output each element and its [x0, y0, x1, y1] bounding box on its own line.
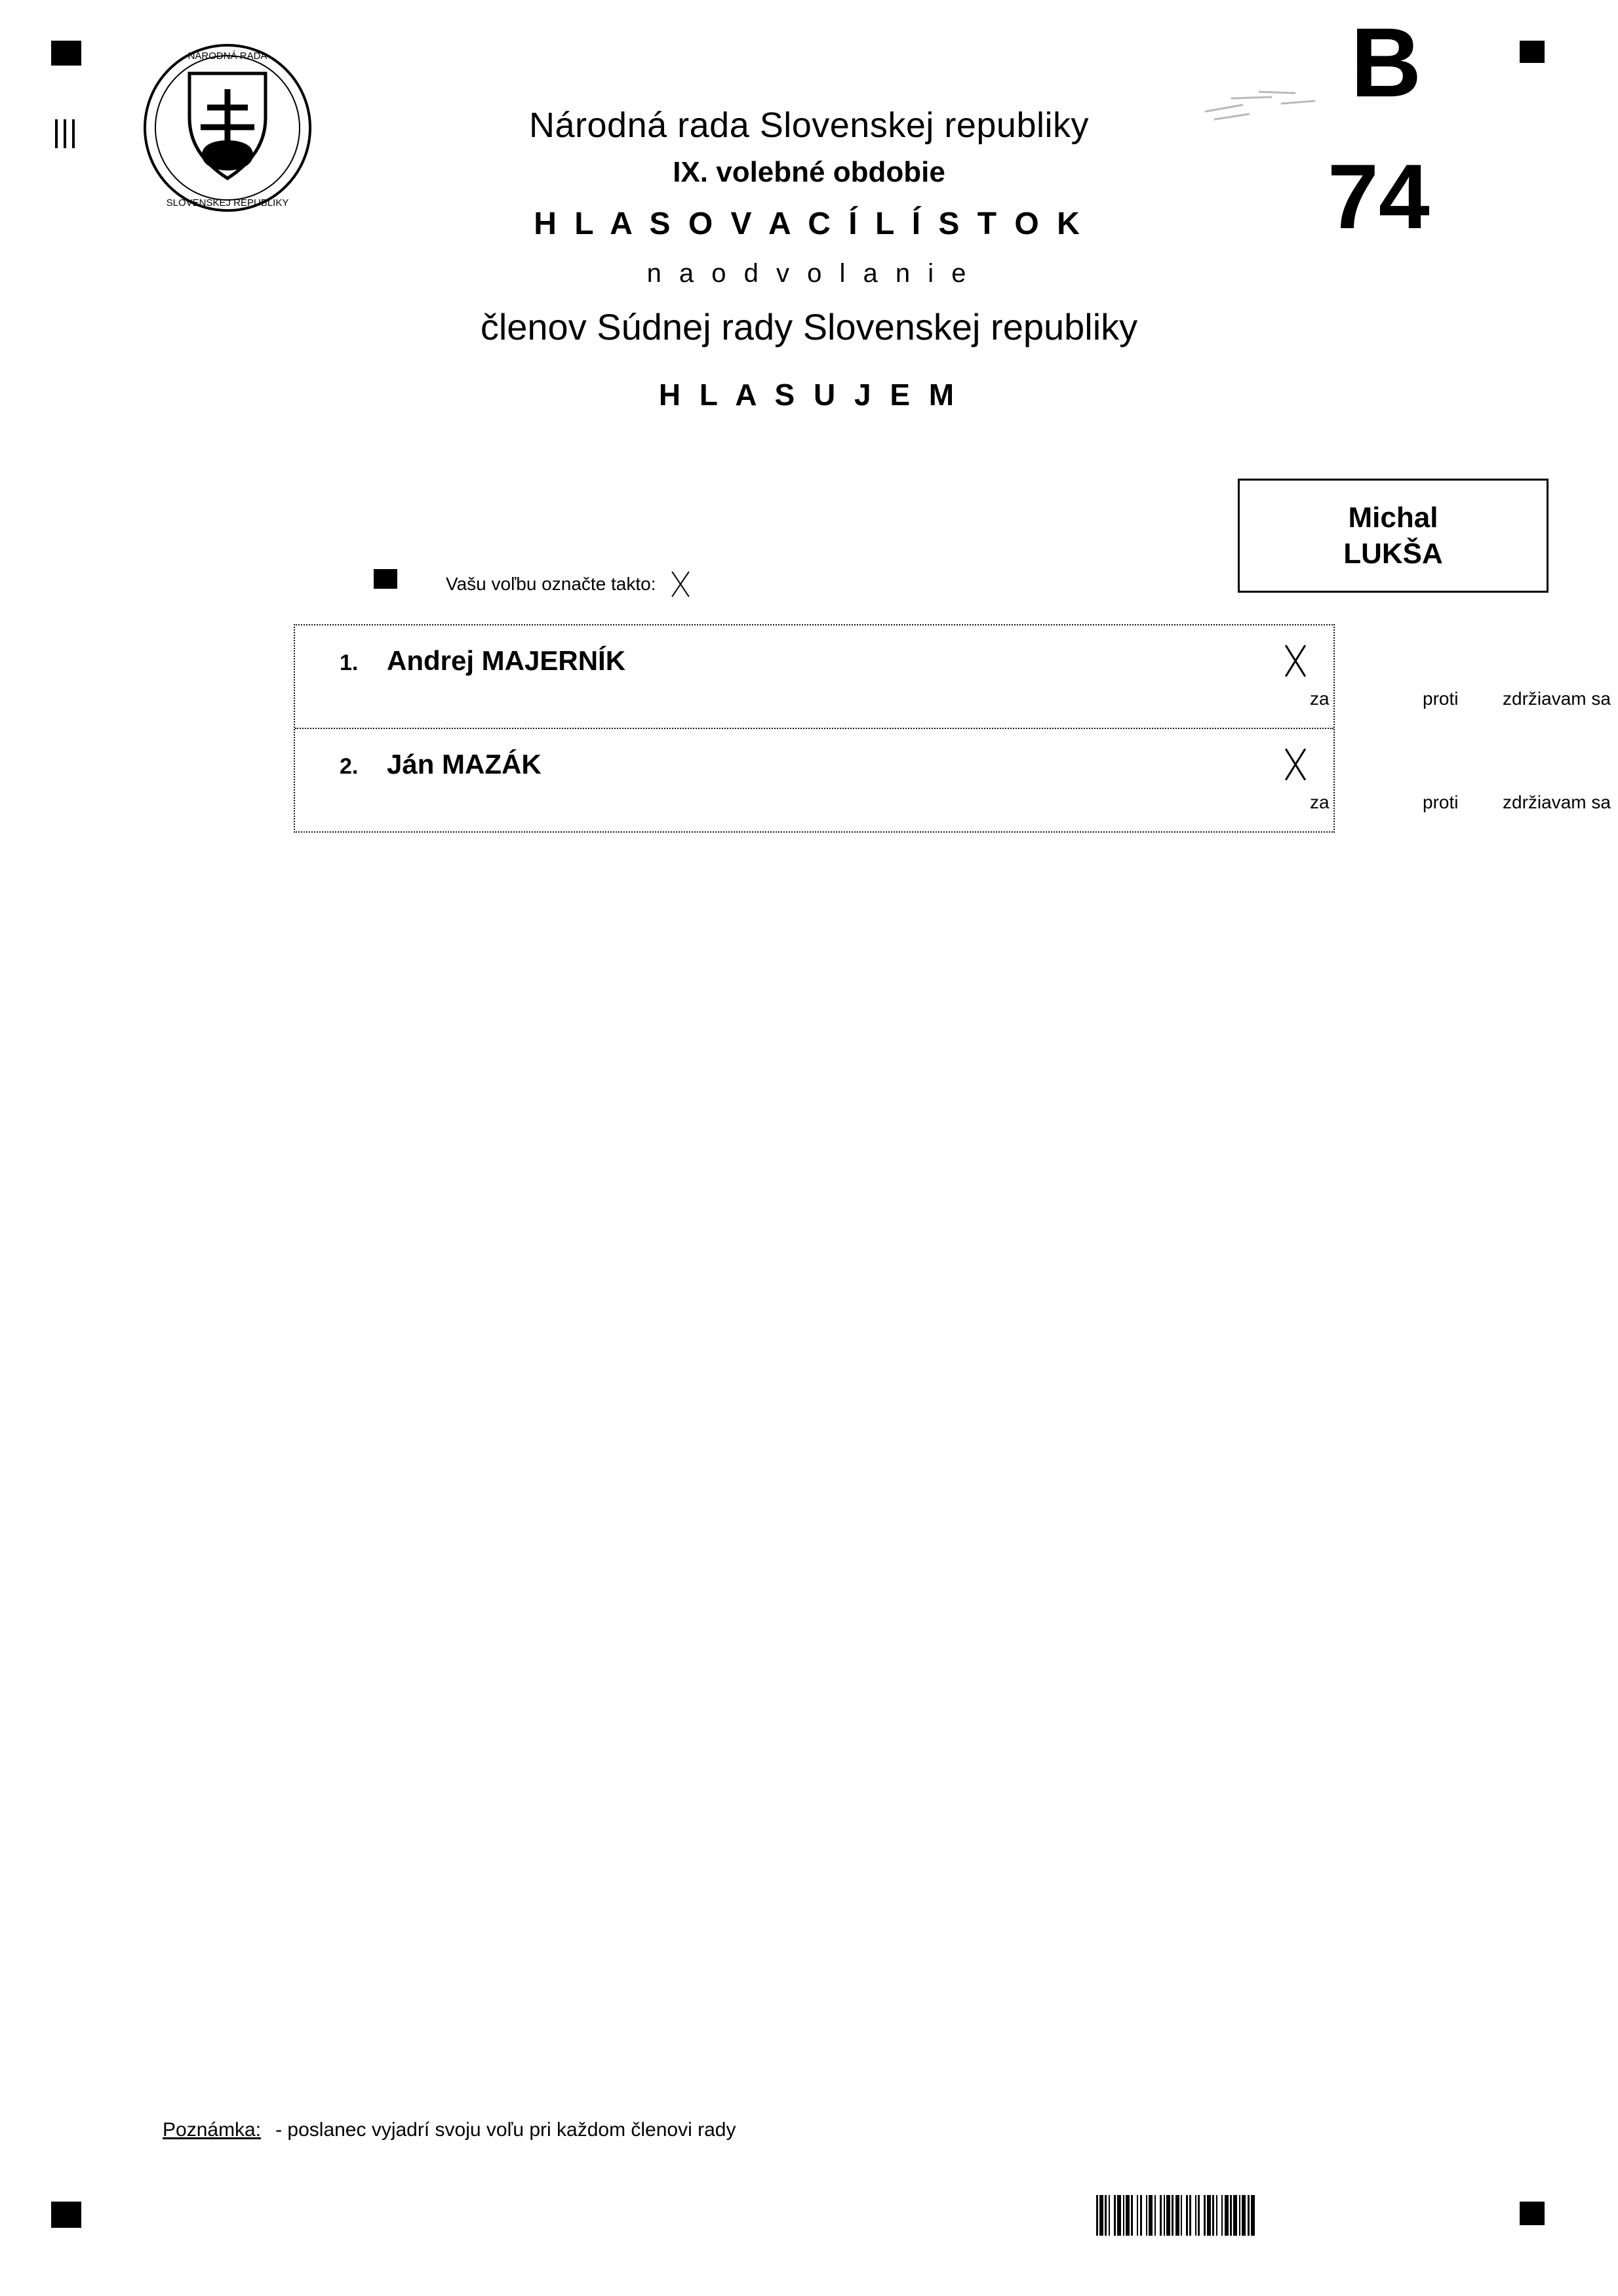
vote-word: H L A S U J E M	[658, 377, 960, 412]
page-subtitle: n a o d v o l a n i e	[646, 258, 972, 288]
barcode-icon	[1096, 2195, 1256, 2236]
mark-instruction	[446, 569, 696, 599]
candidate-table	[294, 624, 1611, 833]
ballot-code-number: 74	[1328, 145, 1430, 248]
x-mark-icon[interactable]	[1277, 746, 1314, 783]
footnote-text: - poslanec vyjadrí svoju voľu pri každom členovi rady	[275, 2119, 736, 2141]
vote-option-for[interactable]: za	[1310, 688, 1330, 709]
candidate-number: 1.	[340, 650, 359, 675]
registration-mark-icon	[51, 41, 81, 66]
vote-option-abstain[interactable]: zdržiavam sa	[1503, 792, 1611, 812]
candidate-name: Ján MAZÁK	[387, 749, 542, 780]
table-row[interactable]	[295, 625, 1611, 729]
vote-option-abstain[interactable]: zdržiavam sa	[1503, 688, 1611, 709]
registration-mark-icon	[1520, 2202, 1545, 2225]
deputy-first-name: Michal	[1348, 502, 1438, 534]
page-title: H L A S O V A C Í L Í S T O K	[534, 206, 1084, 241]
registration-mark-icon	[51, 2202, 81, 2228]
footnote	[163, 2119, 736, 2141]
registration-mark-icon	[374, 569, 397, 589]
term-label: IX. volebné obdobie	[673, 155, 945, 188]
document-header	[0, 105, 1618, 412]
svg-text:NÁRODNÁ RADA: NÁRODNÁ RADA	[187, 50, 267, 62]
candidate-name: Andrej MAJERNÍK	[387, 645, 626, 676]
vote-option-for[interactable]: za	[1310, 792, 1330, 812]
footnote-label: Poznámka:	[163, 2119, 262, 2141]
candidate-number: 2.	[340, 754, 359, 779]
x-mark-icon	[665, 569, 696, 599]
institution-name: Národná rada Slovenskej republiky	[529, 106, 1089, 145]
vote-option-against[interactable]: proti	[1423, 792, 1459, 812]
vote-option-against[interactable]: proti	[1423, 688, 1459, 709]
table-row[interactable]	[295, 729, 1611, 831]
deputy-last-name: LUKŠA	[1343, 538, 1443, 570]
page-body-title: členov Súdnej rady Slovenskej republiky	[480, 306, 1138, 347]
deputy-name-box	[1238, 479, 1549, 593]
mark-instruction-label: Vašu voľbu označte takto:	[446, 574, 656, 594]
registration-mark-icon	[1520, 41, 1545, 63]
svg-text:SLOVENSKEJ REPUBLIKY: SLOVENSKEJ REPUBLIKY	[166, 197, 289, 208]
ballot-code-letter: B	[1351, 7, 1422, 117]
x-mark-icon[interactable]	[1277, 643, 1314, 679]
